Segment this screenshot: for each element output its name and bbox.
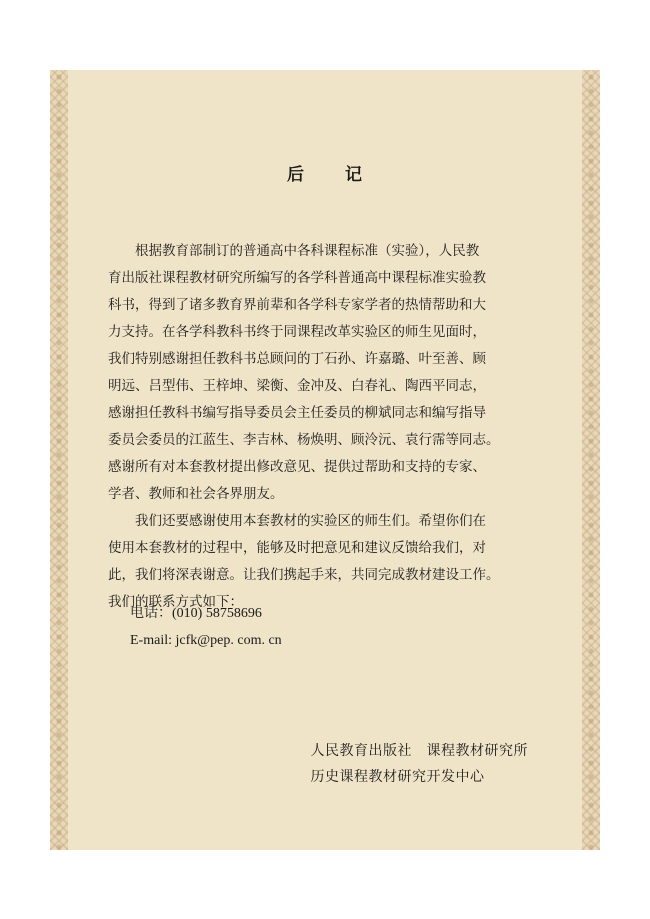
paragraph1-line: 科书，得到了诸多教育界前辈和各学科专家学者的热情帮助和大 bbox=[108, 297, 486, 313]
paragraph1-line: 育出版社课程教材研究所编写的各学科普通高中课程标准实验教 bbox=[108, 270, 486, 286]
paragraph2-line: 使用本套教材的过程中，能够及时把意见和建议反馈给我们，对 bbox=[108, 540, 486, 556]
title-char: 记 bbox=[345, 165, 363, 185]
paragraph1-line: 明远、吕型伟、王梓坤、梁衡、金冲及、白春礼、陶西平同志， bbox=[108, 378, 486, 394]
paragraph1-line: 力支持。在各学科教科书终于同课程改革实验区的师生见面时， bbox=[108, 324, 486, 340]
signature-line-publisher: 人民教育出版社 课程教材研究所 bbox=[310, 743, 528, 759]
paragraph1-line: 我们特别感谢担任教科书总顾问的丁石孙、许嘉璐、叶至善、顾 bbox=[108, 351, 486, 367]
decorative-border-right bbox=[582, 70, 600, 850]
decorative-border-left bbox=[50, 70, 68, 850]
paragraph1-line: 感谢担任教科书编写指导委员会主任委员的柳斌同志和编写指导 bbox=[108, 405, 486, 421]
paragraph1-line: 感谢所有对本套教材提出修改意见、提供过帮助和支持的专家、 bbox=[108, 459, 486, 475]
page-title bbox=[0, 160, 650, 185]
paragraph2-line: 我们的联系方式如下： bbox=[108, 594, 243, 610]
paragraph1-line: 根据教育部制订的普通高中各科课程标准（实验），人民教 bbox=[108, 243, 480, 259]
contact-info bbox=[130, 600, 282, 654]
signature-block bbox=[311, 738, 529, 790]
paragraph2-line: 此，我们将深表谢意。让我们携起手来，共同完成教材建设工作。 bbox=[108, 567, 500, 583]
phone-number: 电话：(010) 58758696 bbox=[130, 606, 262, 621]
afterword-body bbox=[108, 238, 532, 616]
title-char: 后 bbox=[287, 165, 305, 185]
paragraph1-line: 委员会委员的江蓝生、李吉林、杨焕明、顾泠沅、袁行霈等同志。 bbox=[108, 432, 500, 448]
paragraph2-line: 我们还要感谢使用本套教材的实验区的师生们。希望你们在 bbox=[108, 513, 486, 529]
paragraph1-line: 学者、教师和社会各界朋友。 bbox=[108, 486, 284, 502]
email-address: E-mail: jcfk@pep. com. cn bbox=[130, 633, 282, 648]
signature-line-center: 历史课程教材研究开发中心 bbox=[310, 769, 485, 785]
